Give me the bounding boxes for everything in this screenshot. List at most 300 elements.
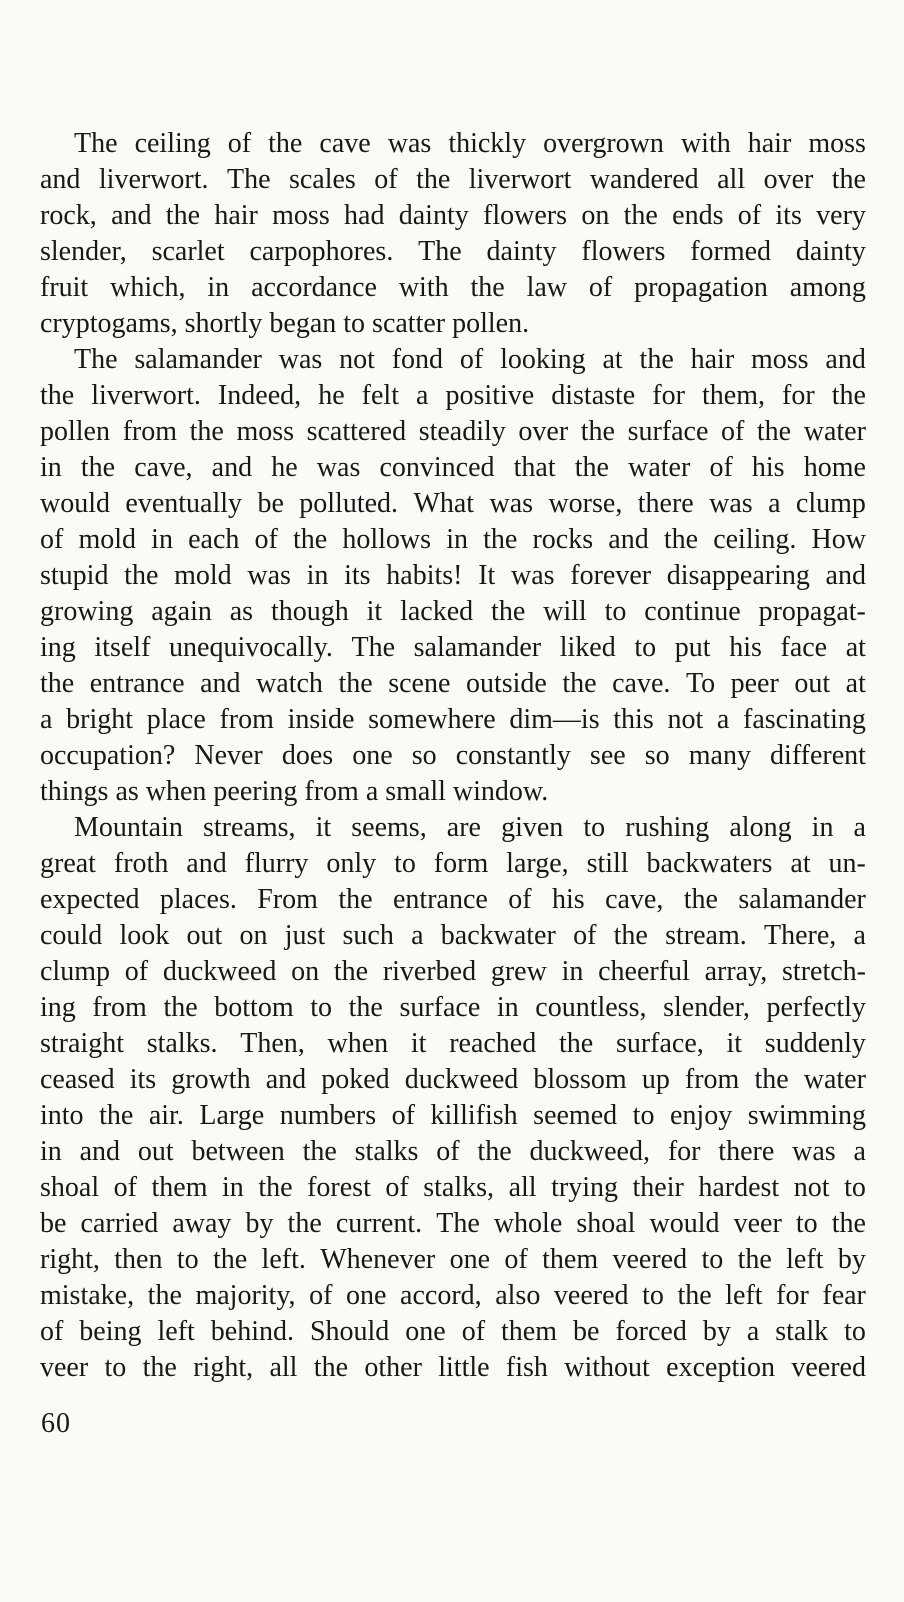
- word: poked: [321, 1064, 390, 1095]
- word: moss: [808, 128, 866, 159]
- word: as: [229, 596, 254, 627]
- word: that: [513, 452, 556, 483]
- word: propagation: [634, 272, 768, 303]
- word: being: [79, 1316, 142, 1347]
- word: bright: [66, 704, 134, 735]
- word: swimming: [747, 1100, 866, 1131]
- word: looking: [500, 344, 586, 375]
- word: veer: [733, 1208, 782, 1239]
- word: over: [763, 164, 814, 195]
- word: cave.: [612, 668, 671, 699]
- word: flowers: [483, 200, 568, 231]
- word: trying: [551, 1172, 618, 1203]
- word: the: [639, 344, 674, 375]
- word: of: [504, 1244, 528, 1275]
- text-line: [40, 378, 866, 414]
- word: home: [803, 452, 866, 483]
- word: to: [310, 992, 332, 1023]
- word: by: [245, 1208, 274, 1239]
- word: them: [151, 1172, 208, 1203]
- word: seems,: [351, 812, 427, 843]
- text-line: [40, 882, 866, 918]
- word: Mountain: [74, 812, 183, 843]
- word: the: [163, 992, 198, 1023]
- word: there: [718, 1136, 775, 1167]
- word: of: [461, 1316, 486, 1347]
- word: was: [489, 488, 534, 519]
- word: for: [652, 380, 685, 411]
- word: of: [720, 416, 745, 447]
- word: cave,: [605, 884, 664, 915]
- word: moss: [750, 344, 809, 375]
- word: such: [342, 920, 394, 951]
- word: in: [811, 812, 834, 843]
- text-line: [40, 1278, 866, 1314]
- word: accord,: [400, 1280, 482, 1311]
- word: scene: [388, 668, 451, 699]
- word: each: [188, 524, 240, 555]
- word: not: [667, 704, 704, 735]
- word: the: [338, 884, 373, 915]
- word: suddenly: [764, 1028, 866, 1059]
- word: stream.: [665, 920, 747, 951]
- word: The: [74, 128, 118, 159]
- word: and: [825, 344, 866, 375]
- word: and: [200, 668, 241, 699]
- word: water: [803, 416, 866, 447]
- word: was: [247, 560, 291, 591]
- word: convinced: [379, 452, 495, 483]
- word: only: [326, 848, 377, 879]
- word: then: [114, 1244, 163, 1275]
- word: with: [398, 272, 449, 303]
- text-line: [40, 1134, 866, 1170]
- word: on: [291, 956, 320, 987]
- word: was: [709, 488, 753, 519]
- word: was: [792, 1136, 836, 1167]
- text-line: [40, 342, 866, 378]
- word: in: [496, 992, 519, 1023]
- word: wandered: [589, 164, 699, 195]
- word: ceased: [40, 1064, 115, 1095]
- word: for: [782, 380, 815, 411]
- word: liked: [559, 632, 616, 663]
- word: the: [189, 416, 224, 447]
- word: not: [339, 344, 375, 375]
- word: little: [438, 1352, 490, 1383]
- word: will: [543, 596, 587, 627]
- word: his: [729, 632, 762, 663]
- word: it: [315, 812, 332, 843]
- word: the: [623, 200, 658, 231]
- word: without: [564, 1352, 650, 1383]
- word: occupation?: [40, 740, 176, 771]
- word: left: [786, 1244, 824, 1275]
- word: slender,: [663, 992, 750, 1023]
- word: cave,: [134, 452, 193, 483]
- text-line: [40, 450, 866, 486]
- word: hair: [690, 344, 735, 375]
- word: law: [526, 272, 568, 303]
- word: duckweed: [162, 956, 277, 987]
- word: What: [413, 488, 475, 519]
- word: other: [364, 1352, 422, 1383]
- word: veer: [40, 1352, 89, 1383]
- word: stalks,: [423, 1172, 495, 1203]
- word: mold: [78, 524, 137, 555]
- word: right,: [193, 1352, 254, 1383]
- text-line: [40, 522, 866, 558]
- word: surface: [399, 992, 481, 1023]
- word: flowers: [581, 236, 666, 267]
- word: The: [418, 236, 462, 267]
- word: reached: [449, 1028, 537, 1059]
- word: The: [74, 344, 118, 375]
- word: of: [40, 1316, 64, 1347]
- word: to: [104, 1352, 127, 1383]
- word: away: [172, 1208, 232, 1239]
- word: in: [207, 272, 230, 303]
- word: cheerful: [598, 956, 690, 987]
- word: liverwort: [468, 164, 572, 195]
- word: The: [436, 1208, 480, 1239]
- word: itself: [94, 632, 151, 663]
- word: scattered: [306, 416, 407, 447]
- word: backwater: [440, 920, 556, 951]
- word: How: [811, 524, 866, 555]
- word: the: [483, 524, 518, 555]
- paragraph: [40, 810, 866, 1386]
- word: constantly: [455, 740, 571, 771]
- text-line: [40, 1098, 866, 1134]
- word: The: [226, 164, 271, 195]
- word: of: [508, 884, 532, 915]
- word: accordance: [251, 272, 377, 303]
- word: the: [562, 668, 597, 699]
- word: The: [351, 632, 395, 663]
- word: the: [40, 380, 75, 411]
- word: scales: [288, 164, 356, 195]
- word: array,: [704, 956, 768, 987]
- word: a: [853, 1136, 866, 1167]
- word: watch: [256, 668, 323, 699]
- text-line: [40, 1170, 866, 1206]
- word: the: [99, 1100, 134, 1131]
- word: in: [306, 560, 329, 591]
- word: left: [725, 1280, 763, 1311]
- word: of: [436, 1136, 460, 1167]
- word: the: [287, 1208, 322, 1239]
- word: the: [580, 416, 615, 447]
- text-line: cryptogams, shortly began to scatter pollen.: [40, 308, 530, 339]
- word: large,: [506, 848, 569, 879]
- word: very: [816, 200, 866, 231]
- word: the: [754, 1064, 789, 1095]
- word: clump: [795, 488, 866, 519]
- word: of: [588, 272, 613, 303]
- word: be: [257, 488, 284, 519]
- word: From: [257, 884, 318, 915]
- word: forced: [615, 1316, 687, 1347]
- word: scarlet: [151, 236, 225, 267]
- word: the: [831, 164, 866, 195]
- word: ceiling.: [713, 524, 797, 555]
- word: positive: [445, 380, 535, 411]
- word: in: [40, 1136, 62, 1167]
- word: veered: [612, 1244, 688, 1275]
- word: hardest: [698, 1172, 780, 1203]
- word: carried: [80, 1208, 159, 1239]
- word: stalks.: [146, 1028, 218, 1059]
- text-line: things as when peering from a small window.: [40, 776, 549, 807]
- word: to: [634, 632, 657, 663]
- word: entrance: [89, 668, 185, 699]
- word: his: [551, 884, 585, 915]
- word: still: [586, 848, 629, 879]
- word: the: [338, 668, 373, 699]
- word: shoal: [40, 1172, 100, 1203]
- word: a: [768, 488, 781, 519]
- word: the: [268, 128, 303, 159]
- word: ceiling: [134, 128, 211, 159]
- word: of: [254, 524, 278, 555]
- word: to: [844, 1172, 866, 1203]
- text-line: [40, 558, 866, 594]
- word: in: [40, 452, 62, 483]
- word: dainty: [486, 236, 557, 267]
- word: a: [40, 704, 53, 735]
- text-line: [40, 1206, 866, 1242]
- word: the: [663, 524, 699, 555]
- word: all: [717, 164, 746, 195]
- word: growing: [40, 596, 134, 627]
- word: the: [40, 668, 75, 699]
- word: of: [459, 344, 484, 375]
- page-number: 60: [41, 1408, 71, 1439]
- word: continue: [644, 596, 741, 627]
- text-line: [40, 594, 866, 630]
- word: see: [589, 740, 626, 771]
- word: the: [165, 200, 201, 231]
- word: of: [227, 128, 252, 159]
- word: just: [284, 920, 326, 951]
- word: had: [344, 200, 385, 231]
- word: all: [508, 1172, 537, 1203]
- word: does: [281, 740, 334, 771]
- word: it: [366, 596, 383, 627]
- word: hair: [214, 200, 258, 231]
- word: and: [211, 452, 253, 483]
- word: given: [501, 812, 564, 843]
- word: ends: [672, 200, 724, 231]
- word: the: [333, 956, 369, 987]
- word: them: [500, 1316, 557, 1347]
- paragraph: [40, 342, 866, 810]
- text-line: [40, 1350, 866, 1386]
- word: a: [411, 920, 424, 951]
- word: eventually: [125, 488, 243, 519]
- text-line: [40, 126, 866, 162]
- word: straight: [40, 1028, 124, 1059]
- word: peer: [730, 668, 779, 699]
- word: Whenever: [320, 1244, 436, 1275]
- word: backwaters: [646, 848, 773, 879]
- word: the: [558, 1028, 594, 1059]
- word: again: [151, 596, 212, 627]
- word: the: [613, 920, 648, 951]
- word: growth: [171, 1064, 251, 1095]
- word: and: [608, 524, 649, 555]
- word: was: [316, 452, 361, 483]
- word: grew: [490, 956, 547, 987]
- word: from: [219, 704, 274, 735]
- word: duckweed,: [529, 1136, 650, 1167]
- word: froth: [113, 848, 169, 879]
- word: to: [632, 1100, 655, 1131]
- word: the: [416, 164, 451, 195]
- word: at: [602, 344, 623, 375]
- word: its: [129, 1064, 157, 1095]
- word: in: [561, 956, 584, 987]
- word: over: [518, 416, 569, 447]
- word: a: [746, 1316, 760, 1347]
- word: would: [40, 488, 110, 519]
- word: stalks: [354, 1136, 419, 1167]
- word: the: [756, 416, 792, 447]
- word: hollows: [342, 524, 432, 555]
- word: which,: [110, 272, 186, 303]
- word: of: [737, 200, 762, 231]
- word: of: [374, 164, 398, 195]
- word: into: [40, 1100, 84, 1131]
- word: the: [302, 1136, 337, 1167]
- word: of: [385, 1172, 409, 1203]
- word: out: [137, 1136, 174, 1167]
- text-line: [40, 990, 866, 1026]
- text-line: [40, 234, 866, 270]
- word: majority,: [195, 1280, 296, 1311]
- word: put: [674, 632, 711, 663]
- word: water: [803, 1064, 866, 1095]
- word: with: [680, 128, 731, 159]
- word: fascinating: [743, 704, 866, 735]
- word: the: [831, 1208, 866, 1239]
- word: of: [113, 1172, 137, 1203]
- word: To: [685, 668, 716, 699]
- word: and: [825, 560, 866, 591]
- word: the: [683, 884, 718, 915]
- word: air.: [148, 1100, 184, 1131]
- text-line: [40, 198, 866, 234]
- word: one: [352, 740, 393, 771]
- word: places.: [159, 884, 237, 915]
- word: from: [684, 1064, 740, 1095]
- word: great: [40, 848, 96, 879]
- word: fruit: [40, 272, 89, 303]
- word: one: [449, 1244, 491, 1275]
- word: along: [729, 812, 792, 843]
- word: them: [542, 1244, 599, 1275]
- word: among: [789, 272, 866, 303]
- word: and: [79, 1136, 121, 1167]
- text-line: [40, 1314, 866, 1350]
- word: carpophores.: [249, 236, 394, 267]
- word: veered: [553, 1280, 629, 1311]
- word: the: [147, 1280, 182, 1311]
- word: shoal: [576, 1208, 636, 1239]
- word: of: [709, 452, 733, 483]
- word: lacked: [400, 596, 474, 627]
- word: are: [446, 812, 481, 843]
- word: to: [642, 1280, 664, 1311]
- word: was: [511, 560, 555, 591]
- word: the: [80, 452, 116, 483]
- word: flurry: [244, 848, 309, 879]
- word: the: [574, 452, 609, 483]
- word: inside: [287, 704, 355, 735]
- word: seemed: [533, 1100, 618, 1131]
- word: to: [394, 848, 416, 879]
- word: stupid: [40, 560, 109, 591]
- word: streams,: [202, 812, 296, 843]
- word: fond: [391, 344, 444, 375]
- word: duckweed: [404, 1064, 519, 1095]
- word: the: [212, 1244, 248, 1275]
- word: ing: [40, 632, 76, 663]
- word: be: [572, 1316, 600, 1347]
- word: them,: [701, 380, 765, 411]
- word: his: [751, 452, 785, 483]
- word: form: [433, 848, 489, 879]
- word: between: [191, 1136, 285, 1167]
- word: outside: [465, 668, 547, 699]
- word: overgrown: [543, 128, 664, 159]
- word: liverwort.: [98, 164, 209, 195]
- word: look: [119, 920, 170, 951]
- word: felt: [361, 380, 399, 411]
- word: he: [318, 380, 345, 411]
- text-line: [40, 270, 866, 306]
- word: Large: [199, 1100, 265, 1131]
- word: for: [776, 1280, 809, 1311]
- word: to: [604, 596, 627, 627]
- word: in: [151, 524, 173, 555]
- word: of: [573, 920, 597, 951]
- word: a: [416, 380, 429, 411]
- text-line: [40, 702, 866, 738]
- text-line: [40, 414, 866, 450]
- word: a: [853, 920, 866, 951]
- word: Should: [309, 1316, 390, 1347]
- word: surface,: [615, 1028, 704, 1059]
- word: dainty: [398, 200, 469, 231]
- word: hair: [747, 128, 792, 159]
- word: and: [40, 164, 81, 195]
- word: from: [122, 416, 178, 447]
- word: of: [40, 524, 64, 555]
- text-line: [40, 918, 866, 954]
- word: forever: [570, 560, 652, 591]
- word: water: [628, 452, 691, 483]
- word: blossom: [533, 1064, 627, 1095]
- word: fear: [822, 1280, 866, 1311]
- word: one: [346, 1280, 387, 1311]
- word: in: [446, 524, 468, 555]
- word: different: [770, 740, 866, 771]
- word: perfectly: [766, 992, 866, 1023]
- word: there: [637, 488, 694, 519]
- word: from: [92, 992, 147, 1023]
